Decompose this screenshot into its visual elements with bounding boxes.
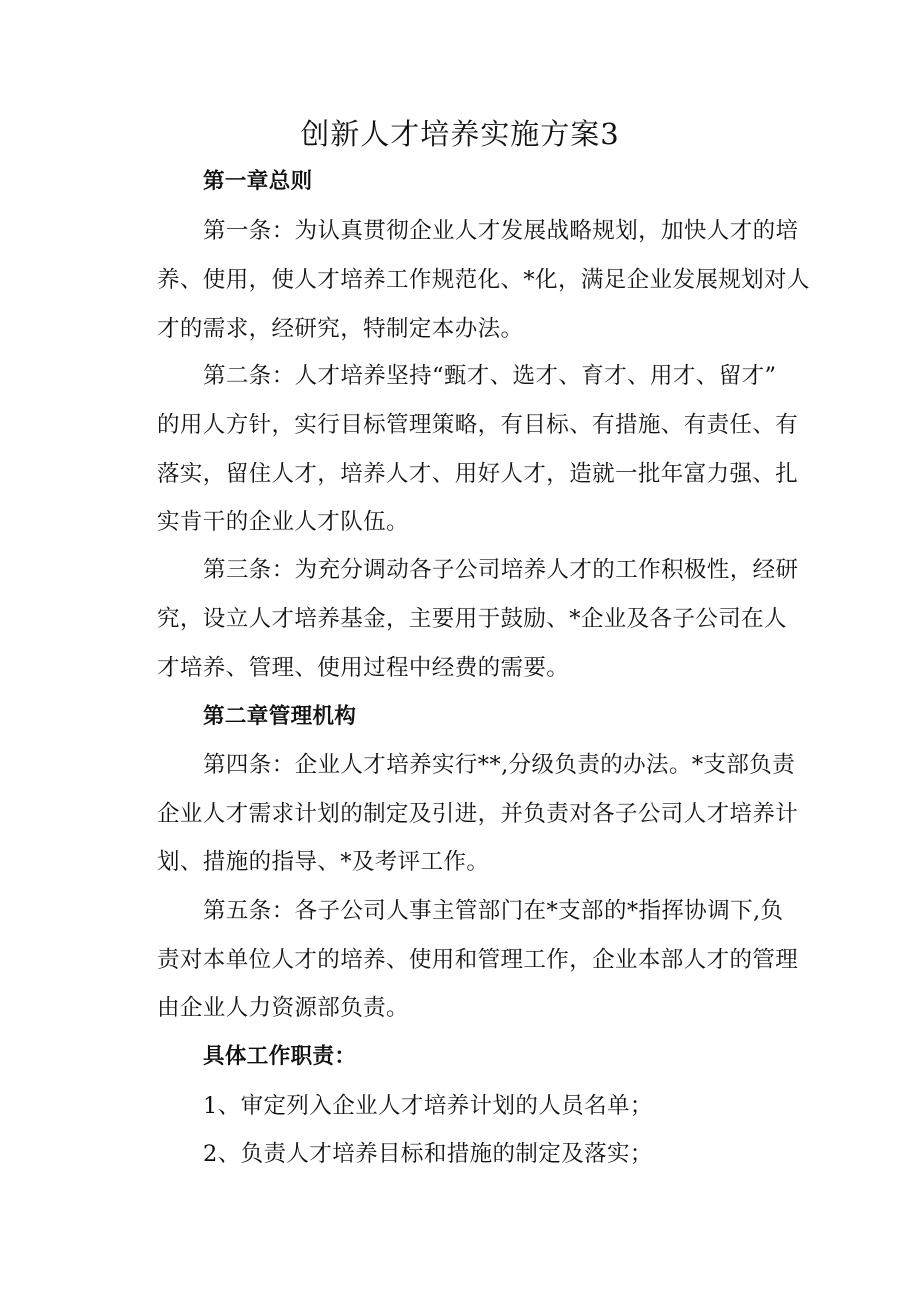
article-5-line-2: 责对本单位人才的培养、使用和管理工作，企业本部人才的管理 [157,947,799,973]
article-5-line-3: 由企业人力资源部负责。 [157,995,409,1021]
article-4-line-3: 划、措施的指导、*及考评工作。 [157,849,490,875]
article-3-line-2: 究，设立人才培养基金，主要用于鼓励、*企业及各子公司在人 [157,606,787,632]
duty-item-1: 1、审定列入企业人才培养计划的人员名单； [203,1093,653,1119]
article-1-line-1: 第一条：为认真贯彻企业人才发展战略规划，加快人才的培 [203,218,799,244]
article-2-line-1: 第二条：人才培养坚持“甄才、选才、育才、用才、留才” [203,363,777,389]
duty-item-2: 2、负责人才培养目标和措施的制定及落实； [203,1141,653,1167]
article-1-line-2: 养、使用，使人才培养工作规范化、*化，满足企业发展规划对人 [157,267,810,293]
article-4-line-2: 企业人才需求计划的制定及引进，并负责对各子公司人才培养计 [157,801,799,827]
chapter-1-heading: 第一章总则 [203,169,313,194]
article-4-line-1: 第四条：企业人才培养实行**,分级负责的办法。*支部负责 [203,752,796,778]
article-2-line-4: 实肯干的企业人才队伍。 [157,509,409,535]
article-1-line-3: 才的需求，经研究，特制定本办法。 [157,316,524,342]
article-2-line-3: 落实，留住人才，培养人才、用好人才，造就一批年富力强、扎 [157,461,799,487]
duties-heading: 具体工作职责： [203,1044,357,1069]
document-title: 创新人才培养实施方案3 [300,117,620,151]
article-2-line-2: 的用人方针，实行目标管理策略，有目标、有措施、有责任、有 [157,412,799,438]
article-5-line-1: 第五条：各子公司人事主管部门在*支部的*指挥协调下,负 [203,898,784,924]
chapter-2-heading: 第二章管理机构 [203,704,357,729]
article-3-line-3: 才培养、管理、使用过程中经费的需要。 [157,655,570,681]
article-3-line-1: 第三条：为充分调动各子公司培养人才的工作积极性，经研 [203,557,799,583]
